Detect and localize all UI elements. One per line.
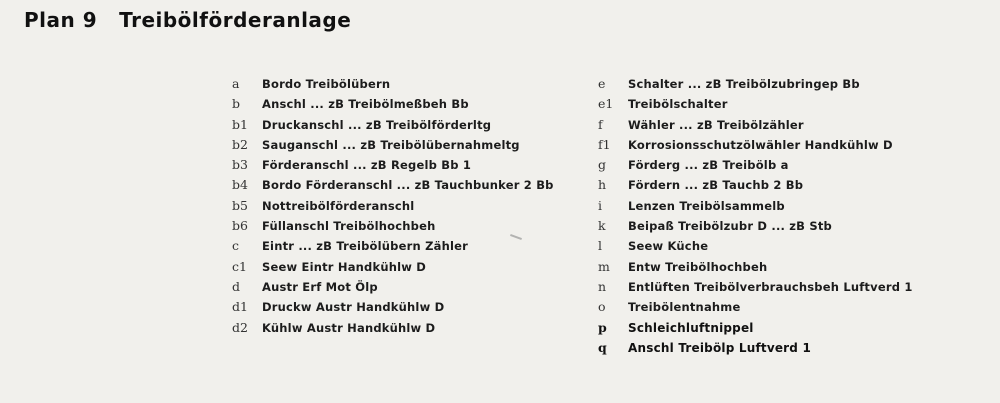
legend-text: Lenzen Treibölsammelb <box>628 198 785 213</box>
legend-key: n <box>598 278 607 294</box>
legend-item <box>232 96 554 116</box>
legend-key: c1 <box>232 258 247 274</box>
legend-text: Schleichluftnippel <box>628 320 754 335</box>
legend-item <box>598 157 913 177</box>
legend-key: b1 <box>232 116 248 132</box>
legend-item <box>232 117 554 137</box>
legend-item <box>598 340 913 360</box>
legend-key: q <box>598 339 607 355</box>
legend-key: o <box>598 299 606 315</box>
legend-text: Treibölentnahme <box>628 300 741 315</box>
legend-text: Nottreibölförderanschl <box>262 198 415 213</box>
legend-text: Bordo Treibölübern <box>262 77 391 91</box>
legend-key: c <box>232 238 240 254</box>
legend-item <box>598 279 913 299</box>
legend-item <box>598 198 913 218</box>
legend-key: b <box>232 96 241 112</box>
legend-item <box>598 76 913 96</box>
legend-item <box>232 137 554 157</box>
plan-title: Treibölförderanlage <box>119 8 352 32</box>
legend-key: p <box>598 319 607 335</box>
page-title <box>24 8 351 32</box>
legend-key: f <box>598 116 603 132</box>
legend-column-right <box>598 76 913 360</box>
legend-text: Sauganschl ... zB Treibölübernahmeltg <box>262 137 520 152</box>
legend-item <box>232 279 554 299</box>
legend-key: l <box>598 238 602 254</box>
legend-item <box>232 177 554 197</box>
legend-item <box>232 299 554 319</box>
legend-item <box>598 238 913 258</box>
legend-text: Fördern ... zB Tauchb 2 Bb <box>628 178 804 193</box>
legend-item <box>598 177 913 197</box>
legend-item <box>598 218 913 238</box>
legend-key: e1 <box>598 96 614 112</box>
legend-text: Treibölschalter <box>628 97 728 112</box>
legend-key: m <box>598 258 610 274</box>
legend-item <box>598 259 913 279</box>
legend-key: f1 <box>598 136 611 152</box>
legend-text: Seew Küche <box>628 239 709 254</box>
legend-item <box>232 76 554 96</box>
legend-key: g <box>598 157 607 173</box>
legend-text: Wähler ... zB Treibölzähler <box>628 117 804 132</box>
legend-item <box>232 238 554 258</box>
legend-text: Seew Eintr Handkühlw D <box>262 259 427 274</box>
legend-key: h <box>598 177 607 193</box>
legend-key: i <box>598 197 602 213</box>
legend-key: d2 <box>232 319 248 335</box>
legend-text: Entlüften Treibölverbrauchsbeh Luftverd 1 <box>628 279 913 294</box>
legend-item <box>598 137 913 157</box>
legend-text: Förderg ... zB Treibölb a <box>628 158 789 173</box>
legend-key: d1 <box>232 299 248 315</box>
legend-column-left <box>232 76 554 340</box>
legend-item <box>232 320 554 340</box>
legend-item <box>232 157 554 177</box>
legend-text: Eintr ... zB Treibölübern Zähler <box>262 239 468 254</box>
legend-item <box>598 320 913 340</box>
legend-key: e <box>598 76 606 91</box>
legend-key: b5 <box>232 197 248 213</box>
legend-item <box>598 96 913 116</box>
legend-text: Bordo Förderanschl ... zB Tauchbunker 2 Bb <box>262 178 554 193</box>
legend-text: Kühlw Austr Handkühlw D <box>262 320 436 335</box>
legend-key: b2 <box>232 136 248 152</box>
legend-text: Korrosionsschutzölwähler Handkühlw D <box>628 137 893 152</box>
legend-text: Druckanschl ... zB Treibölförderltg <box>262 117 492 132</box>
legend-key: b6 <box>232 218 248 234</box>
legend-item <box>232 259 554 279</box>
legend-text: Förderanschl ... zB Regelb Bb 1 <box>262 158 472 173</box>
legend-item <box>598 117 913 137</box>
legend-text: Austr Erf Mot Ölp <box>262 279 378 294</box>
legend-item <box>232 218 554 238</box>
plan-number: Plan 9 <box>24 8 98 32</box>
legend-key: k <box>598 218 606 234</box>
legend-text: Druckw Austr Handkühlw D <box>262 300 445 315</box>
legend-text: Füllanschl Treibölhochbeh <box>262 219 436 234</box>
legend-item <box>598 299 913 319</box>
legend-key: a <box>232 76 240 91</box>
legend-text: Beipaß Treibölzubr D ... zB Stb <box>628 219 832 234</box>
legend-key: d <box>232 278 241 294</box>
legend-text: Anschl Treibölp Luftverd 1 <box>628 340 812 355</box>
legend-text: Anschl ... zB Treibölmeßbeh Bb <box>262 97 469 112</box>
legend-item <box>232 198 554 218</box>
legend-key: b3 <box>232 157 248 173</box>
legend-key: b4 <box>232 177 248 193</box>
legend-text: Entw Treibölhochbeh <box>628 259 768 274</box>
legend-text: Schalter ... zB Treibölzubringep Bb <box>628 77 860 91</box>
